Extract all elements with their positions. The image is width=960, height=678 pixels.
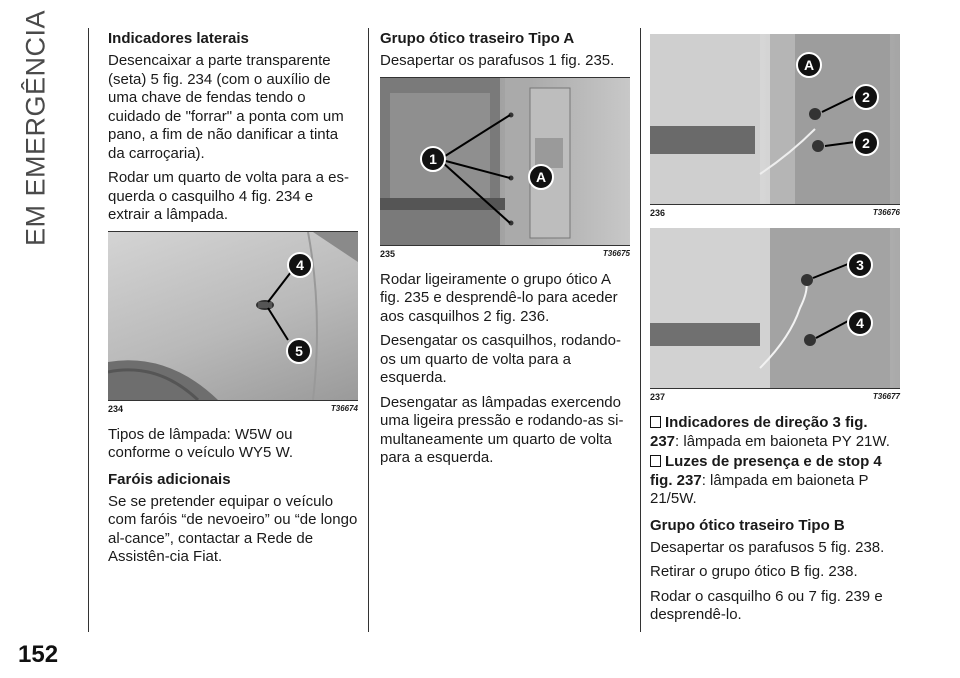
figure-234 [108,231,358,414]
figure-caption: 236 T36676 [650,208,900,218]
page-number: 152 [18,641,59,668]
callout-3: 3 [847,252,873,278]
paragraph: Retirar o grupo ótico B fig. 238. [650,563,858,580]
figure-caption: 234 T36674 [108,403,358,414]
column-3 [650,34,900,631]
paragraph: Desengatar os casquilhos, rodando-os um quarto de volta para a esquerda. [380,332,621,386]
figure-caption: 237 T36677 [650,392,900,402]
figure-235 [380,77,630,259]
figure-caption: 235 T36675 [380,248,630,259]
paragraph: Desencaixar a parte transparente (seta) 5 fig. 234 (com o auxílio de uma chave de fendas tendo o cuidado de "forrar" a ponta com um pano, a fim de não danificar a tinta da carroçaria). [108,52,344,162]
paragraph: Desapertar os parafusos 1 fig. 235. [380,52,615,69]
paragraph: Tipos de lâmpada: W5W ou conforme o veículo WY5 W. [108,425,294,461]
figure-image [108,232,358,400]
paragraph: Rodar o casquilho 6 ou 7 fig. 239 e desprendê-lo. [650,587,883,623]
column-2 [380,30,630,474]
callout-4: 4 [287,252,313,278]
callout-1: 1 [420,146,446,172]
callout-2: 2 [853,130,879,156]
heading-rear-group-a: Grupo ótico traseiro Tipo A [380,30,575,47]
figure-237 [650,228,900,402]
checkbox-icon [650,416,661,428]
callout-A: A [796,52,822,78]
figure-image [650,34,900,204]
list-item: Indicadores de direção 3 fig. 237: lâmpada em baioneta PY 21W. [650,414,890,450]
callout-5: 5 [286,338,312,364]
paragraph: Se se pretender equipar o veículo com faróis “de nevoeiro” ou “de longo al-cance”, contactar a Rede de Assistên-cia Fiat. [108,492,358,565]
paragraph: Rodar ligeiramente o grupo ótico A fig. 235 e desprendê-lo para aceder aos casquilhos 2 fig. 236. [380,270,618,325]
side-divider [88,28,89,632]
heading-additional-lights: Faróis adicionais [108,470,231,488]
checkbox-icon [650,455,661,467]
section-title: EM EMERGÊNCIA [20,9,51,247]
heading-rear-group-b: Grupo ótico traseiro Tipo B [650,516,845,534]
heading-side-indicators: Indicadores laterais [108,30,249,47]
figure-236 [650,34,900,218]
list-item: Luzes de presença e de stop 4 fig. 237: lâmpada em baioneta P 21/5W. [650,453,882,507]
figure-image [650,228,900,388]
paragraph: Desapertar os parafusos 5 fig. 238. [650,538,885,556]
column-divider [640,28,641,632]
callout-4: 4 [847,310,873,336]
column-divider [368,28,369,632]
paragraph: Desengatar as lâmpadas exercendo uma ligeira pressão e rodando-as si-multaneamente um quarto de volta para a esquerda. [380,393,624,466]
figure-image [380,78,630,245]
column-1 [108,30,358,573]
callout-A: A [528,164,554,190]
callout-2: 2 [853,84,879,110]
paragraph: Rodar um quarto de volta para a es-querda o casquilho 4 fig. 234 e extrair a lâmpada. [108,169,349,223]
